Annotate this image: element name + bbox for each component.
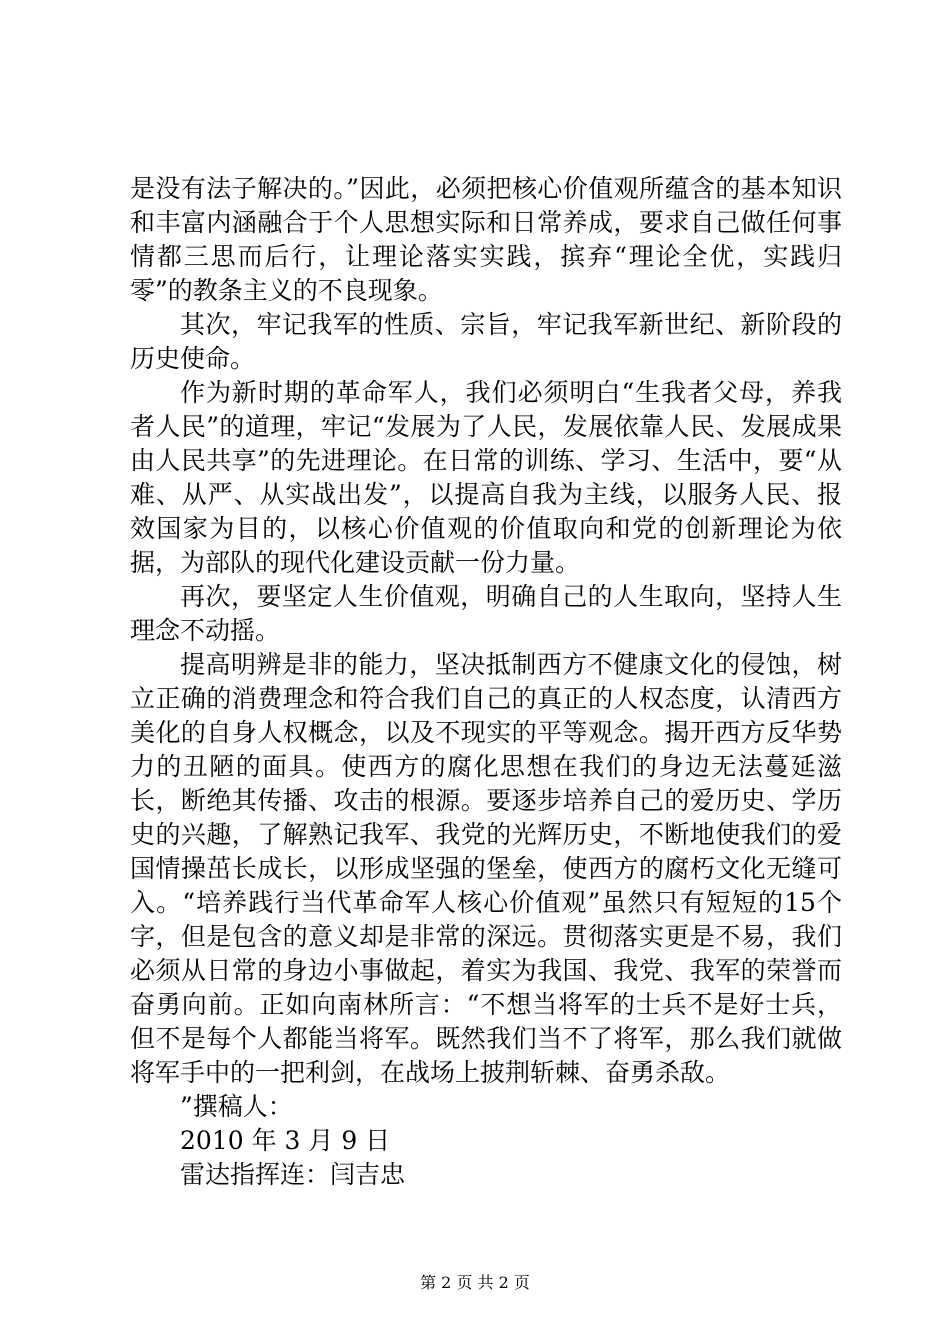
paragraph-1: 是没有法子解决的。”因此，必须把核心价值观所蕴含的基本知识和丰富内涵融合于个人思想实际和日常养成，要求自己做任何事情都三思而后行，让理论落实实践，摈弃“理论全优，实践归零”的教条主义的不良现象。 — [130, 174, 842, 305]
paragraph-2: 其次，牢记我军的性质、宗旨，牢记我军新世纪、新阶段的历史使命。 — [130, 310, 842, 373]
document-body — [130, 172, 842, 1192]
unit-line: 雷达指挥连：闫吉忠 — [180, 1160, 406, 1189]
date-line: 2010 年 3 月 9 日 — [180, 1126, 391, 1155]
paragraph-5: 提高明辨是非的能力，坚决抵制西方不健康文化的侵蚀，树立正确的消费理念和符合我们自己的真正的人权态度，认清西方美化的自身人权概念，以及不现实的平等观念。揭开西方反华势力的丑陋的面具。使西方的腐化思想在我们的身边无法蔓延滋长，断绝其传播、攻击的根源。要逐步培养自己的爱历史、学历史的兴趣，了解熟记我军、我党的光辉历史，不断地使我们的爱国情操茁长成长，以形成坚强的堡垒，使西方的腐朽文化无缝可入。“培养践行当代革命军人核心价值观”虽然只有短短的15个字，但是包含的意义却是非常的深远。贯彻落实更是不易，我们必须从日常的身边小事做起，着实为我国、我党、我军的荣誉而奋勇向前。正如向南林所言：“不想当将军的士兵不是好士兵，但不是每个人都能当将军。既然我们当不了将军，那么我们就做将军手中的一把利剑，在战场上披荆斩棘、奋勇杀敌。 — [130, 650, 842, 1087]
paragraph-3: 作为新时期的革命军人，我们必须明白“生我者父母，养我者人民”的道理，牢记“发展为了人民，发展依靠人民、发展成果由人民共享”的先进理论。在日常的训练、学习、生活中，要“从难、从严、从实战出发”，以提高自我为主线，以服务人民、报效国家为目的，以核心价值观的价值取向和党的创新理论为依据，为部队的现代化建设贡献一份力量。 — [130, 378, 842, 577]
page-footer: 第 2 页 共 2 页 — [420, 1273, 530, 1292]
signature-block — [130, 1090, 842, 1192]
paragraph-4: 再次，要坚定人生价值观，明确自己的人生取向，坚持人生理念不动摇。 — [130, 582, 842, 645]
author-line: ”撰稿人： — [180, 1092, 293, 1121]
